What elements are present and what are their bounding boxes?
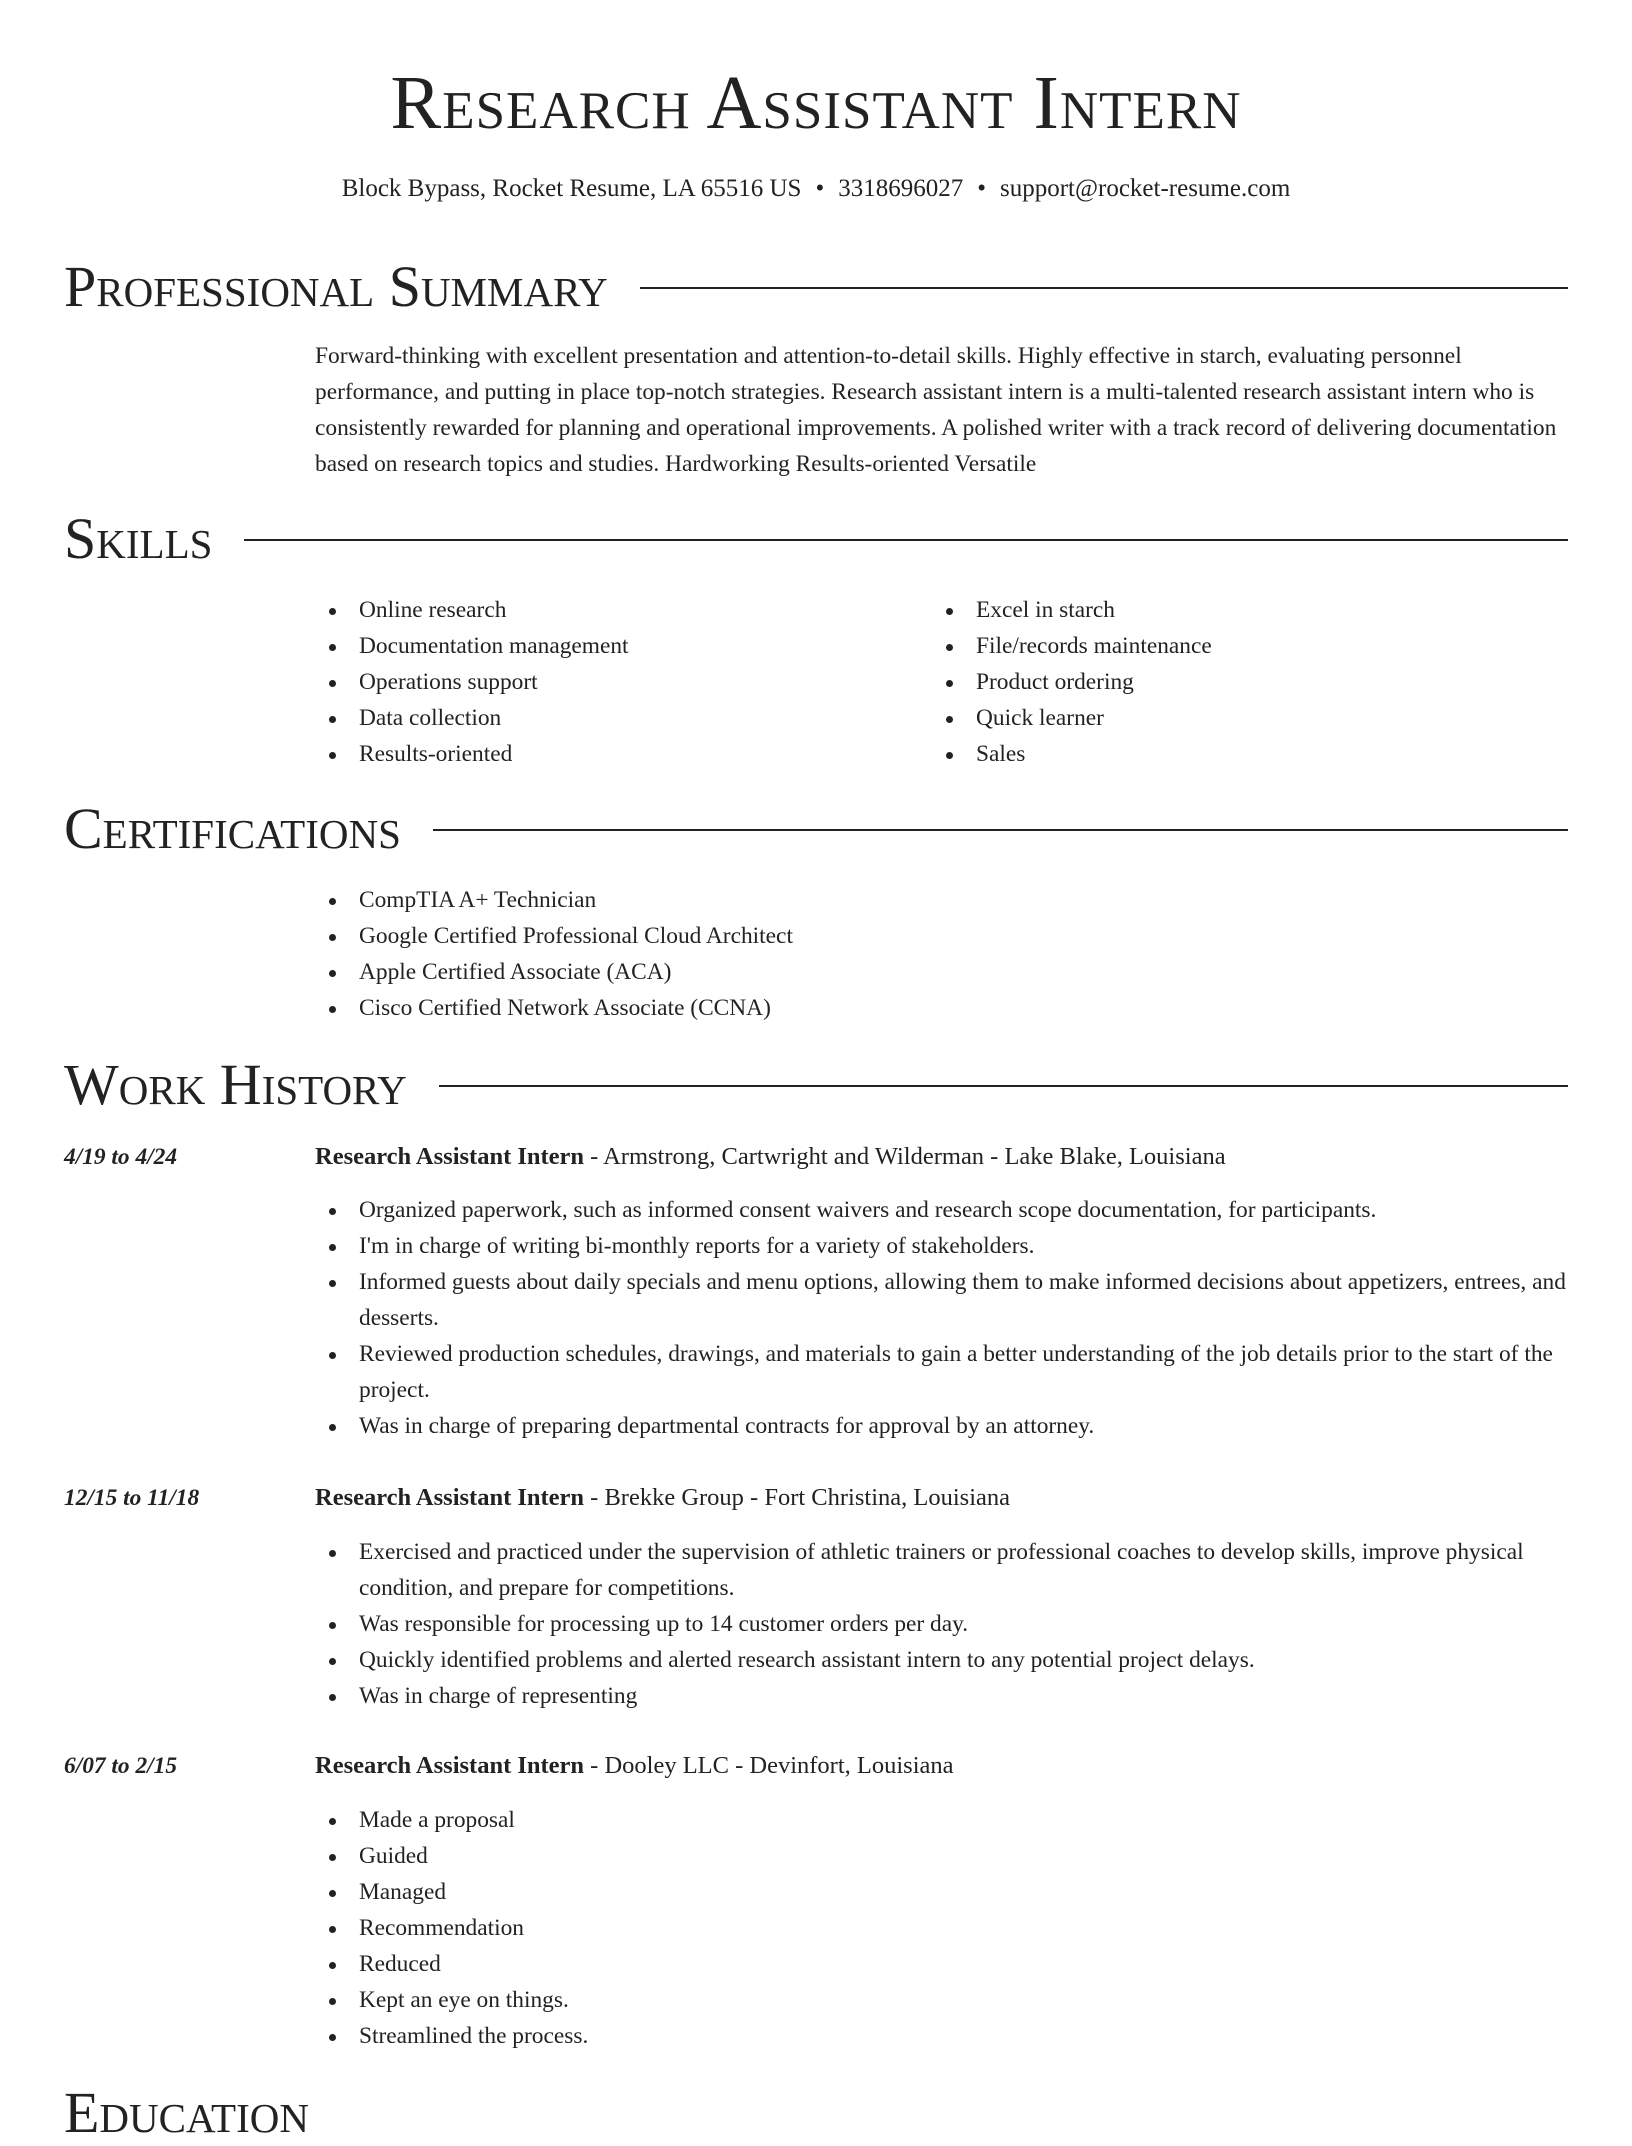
summary-text: Forward-thinking with excellent presentation and attention-to-detail skills. Highly effective in starch, evaluating personnel performance, and putting in place top-notch strategies. Research assistant intern is a multi-talented research assistant intern who is consistently rewarded for planning and operational improvements. A polished writer with a track record of delivering documentation based on research topics and studies. Hardworking Results-oriented Versatile [315, 343, 1557, 477]
skill-item: Quick learner [932, 700, 1532, 736]
contact-phone: 3318696027 [838, 175, 964, 202]
skill-item: Documentation management [315, 628, 915, 664]
skill-item: Online research [315, 592, 915, 628]
skill-item: Sales [932, 736, 1532, 772]
job-bullet: Reviewed production schedules, drawings, and materials to gain a better understanding of the job details prior to the start of the project. [315, 1336, 1570, 1408]
summary-section-heading [64, 254, 1568, 320]
job-dates: 4/19 to 4/24 [64, 1144, 178, 1170]
job-dates: 12/15 to 11/18 [64, 1485, 200, 1511]
certification-item: CompTIA A+ Technician [315, 882, 1570, 918]
skills-section-heading [64, 506, 1568, 572]
resume-name: Research Assistant Intern [390, 61, 1242, 145]
job-bullet: Reduced [315, 1946, 1570, 1982]
job-bullet: Managed [315, 1874, 1570, 1910]
education-section-heading [64, 2080, 1568, 2146]
job-title-line [315, 1482, 1570, 1514]
section-divider [439, 1085, 1568, 1087]
skill-item: Excel in starch [932, 592, 1532, 628]
section-divider [433, 829, 1568, 831]
job-bullet: I'm in charge of writing bi-monthly reports for a variety of stakeholders. [315, 1228, 1570, 1264]
skill-item: Product ordering [932, 664, 1532, 700]
section-divider [244, 539, 1568, 541]
job-details: - Armstrong, Cartwright and Wilderman - Lake Blake, Louisiana [584, 1143, 1226, 1170]
summary-heading-title: Professional Summary [64, 254, 608, 319]
contact-separator: • [815, 175, 825, 202]
job-bullet: Organized paperwork, such as informed consent waivers and research scope documentation, for participants. [315, 1192, 1570, 1228]
skills-list-left [315, 592, 915, 772]
job-bullet: Was in charge of representing [315, 1678, 1570, 1714]
job-bullet: Guided [315, 1838, 1570, 1874]
job-title-line [315, 1750, 1570, 1782]
job-title: Research Assistant Intern [315, 1143, 585, 1170]
skills-heading-title: Skills [64, 506, 213, 571]
certification-item: Apple Certified Associate (ACA) [315, 954, 1570, 990]
certifications-list [315, 882, 1570, 1026]
job-title-line [315, 1141, 1570, 1173]
job-bullet: Made a proposal [315, 1802, 1570, 1838]
skill-item: File/records maintenance [932, 628, 1532, 664]
skill-item: Data collection [315, 700, 915, 736]
job-bullet: Informed guests about daily specials and menu options, allowing them to make informed decisions about appetizers, entrees, and desserts. [315, 1264, 1570, 1336]
certification-item: Cisco Certified Network Associate (CCNA) [315, 990, 1570, 1026]
job-title: Research Assistant Intern [315, 1752, 585, 1779]
work-history-section-heading [64, 1052, 1568, 1118]
job-bullet: Was in charge of preparing departmental contracts for approval by an attorney. [315, 1408, 1570, 1444]
contact-line [0, 173, 1632, 205]
certification-item: Google Certified Professional Cloud Architect [315, 918, 1570, 954]
certifications-section-heading [64, 796, 1568, 862]
job-details: - Brekke Group - Fort Christina, Louisiana [584, 1484, 1010, 1511]
job-title: Research Assistant Intern [315, 1484, 585, 1511]
job-bullet: Streamlined the process. [315, 2018, 1570, 2054]
job-bullets [315, 1802, 1570, 2054]
job-bullets [315, 1192, 1570, 1444]
job-bullet: Quickly identified problems and alerted research assistant intern to any potential project delays. [315, 1642, 1570, 1678]
skill-item: Operations support [315, 664, 915, 700]
job-bullet: Was responsible for processing up to 14 customer orders per day. [315, 1606, 1570, 1642]
job-bullet: Recommendation [315, 1910, 1570, 1946]
job-bullets [315, 1534, 1570, 1714]
job-details: - Dooley LLC - Devinfort, Louisiana [584, 1752, 954, 1779]
skills-list-right [932, 592, 1532, 772]
contact-address: Block Bypass, Rocket Resume, LA 65516 US [341, 175, 802, 202]
contact-email: support@rocket-resume.com [999, 175, 1291, 202]
section-divider [640, 287, 1568, 289]
job-dates: 6/07 to 2/15 [64, 1753, 178, 1779]
job-bullet: Kept an eye on things. [315, 1982, 1570, 2018]
work-history-heading-title: Work History [64, 1052, 407, 1117]
job-bullet: Exercised and practiced under the supervision of athletic trainers or professional coaches to develop skills, improve physical condition, and prepare for competitions. [315, 1534, 1570, 1606]
education-heading-title: Education [64, 2080, 309, 2145]
certifications-heading-title: Certifications [64, 796, 401, 861]
skill-item: Results-oriented [315, 736, 915, 772]
contact-separator: • [977, 175, 986, 202]
